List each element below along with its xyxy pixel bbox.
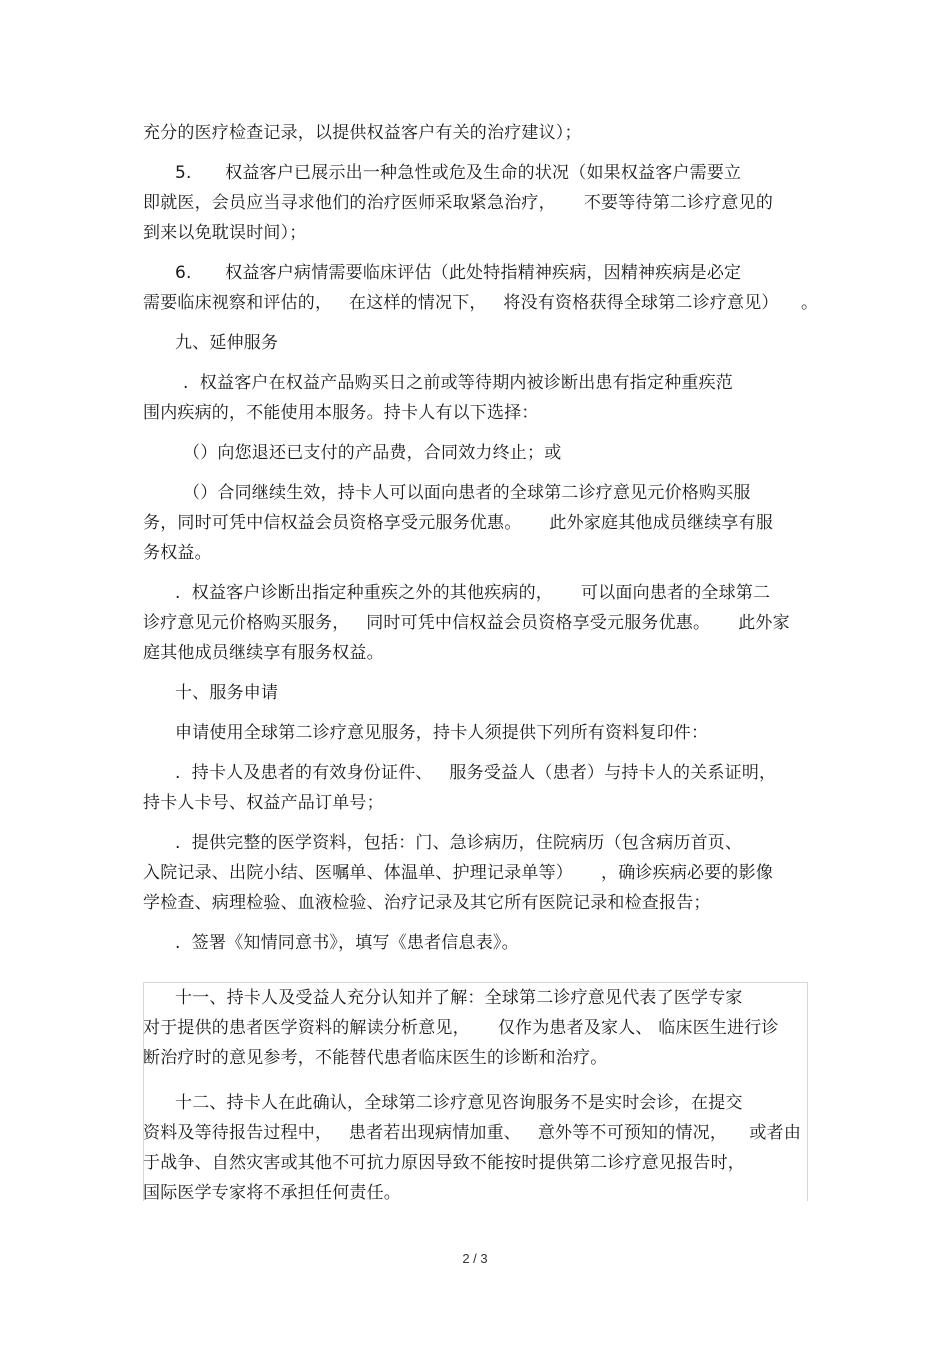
text-line: 务，同时可凭中信权益会员资格享受元服务优惠。 此外家庭其他成员继续享有服: [143, 513, 774, 533]
text-line: 即就医，会员应当寻求他们的治疗医师采取紧急治疗， 不要等待第二诊疗意见的: [143, 193, 774, 213]
text-line: 围内疾病的，不能使用本服务。持卡人有以下选择：: [143, 403, 539, 423]
page-number: 2 / 3: [462, 1251, 488, 1266]
text-line: 于战争、自然灾害或其他不可抗力原因导致不能按时提供第二诊疗意见报告时，: [143, 1153, 745, 1173]
list-item-5: 5. 权益客户已展示出一种急性或危及生命的状况（如果权益客户需要立: [175, 163, 742, 183]
text-line: 需要临床视察和评估的， 在这样的情况下， 将没有资格获得全球第二诊疗意见） 。: [143, 293, 819, 313]
text-line: 庭其他成员继续享有服务权益。: [143, 643, 384, 663]
option-line: （）向您退还已支付的产品费，合同效力终止；或: [183, 443, 562, 463]
section-heading: 九、延伸服务: [175, 333, 279, 353]
list-item-6: 6. 权益客户病情需要临床评估（此处特指精神疾病，因精神疾病是必定: [175, 263, 742, 283]
text-line: 持卡人卡号、权益产品订单号；: [143, 793, 384, 813]
text-line: 入院记录、出院小结、医嘱单、体温单、护理记录单等） ，确诊疾病必要的影像: [143, 863, 774, 883]
text-line: 断治疗时的意见参考，不能替代患者临床医生的诊断和治疗。: [143, 1048, 608, 1068]
option-line: （）合同继续生效，持卡人可以面向患者的全球第二诊疗意见元价格购买服: [183, 483, 751, 503]
text-line: 对于提供的患者医学资料的解读分析意见， 仅作为患者及家人、 临床医生进行诊: [143, 1018, 779, 1038]
text-line: . 权益客户在权益产品购买日之前或等待期内被诊断出患有指定种重疾范: [183, 373, 734, 393]
text-line: 十一、持卡人及受益人充分认知并了解：全球第二诊疗意见代表了医学专家: [175, 988, 743, 1008]
text-line: 学检查、病理检验、血液检验、治疗记录及其它所有医院记录和检查报告；: [143, 893, 711, 913]
text-line: 国际医学专家将不承担任何责任。: [143, 1183, 401, 1203]
text-line: . 签署《知情同意书》，填写《患者信息表》。: [175, 933, 519, 953]
text-line: 诊疗意见元价格购买服务， 同时可凭中信权益会员资格享受元服务优惠。 此外家: [143, 613, 790, 633]
text-line: 务权益。: [143, 543, 212, 563]
text-line: . 提供完整的医学资料，包括：门、急诊病历，住院病历（包含病历首页、: [175, 833, 743, 853]
text-line: . 权益客户诊断出指定种重疾之外的其他疾病的， 可以面向患者的全球第二: [175, 583, 771, 603]
text-line: . 持卡人及患者的有效身份证件、 服务受益人（患者）与持卡人的关系证明，: [175, 763, 777, 783]
section-heading: 十、服务申请: [175, 683, 279, 703]
text-line: 充分的医疗检查记录，以提供权益客户有关的治疗建议）；: [143, 123, 582, 143]
text-line: 到来以免耽误时间）；: [143, 223, 307, 243]
text-line: 申请使用全球第二诊疗意见服务，持卡人须提供下列所有资料复印件：: [175, 723, 709, 743]
text-line: 资料及等待报告过程中， 患者若出现病情加重、 意外等不可预知的情况， 或者由: [143, 1123, 802, 1143]
text-line: 十二、持卡人在此确认，全球第二诊疗意见咨询服务不是实时会诊，在提交: [175, 1093, 743, 1113]
